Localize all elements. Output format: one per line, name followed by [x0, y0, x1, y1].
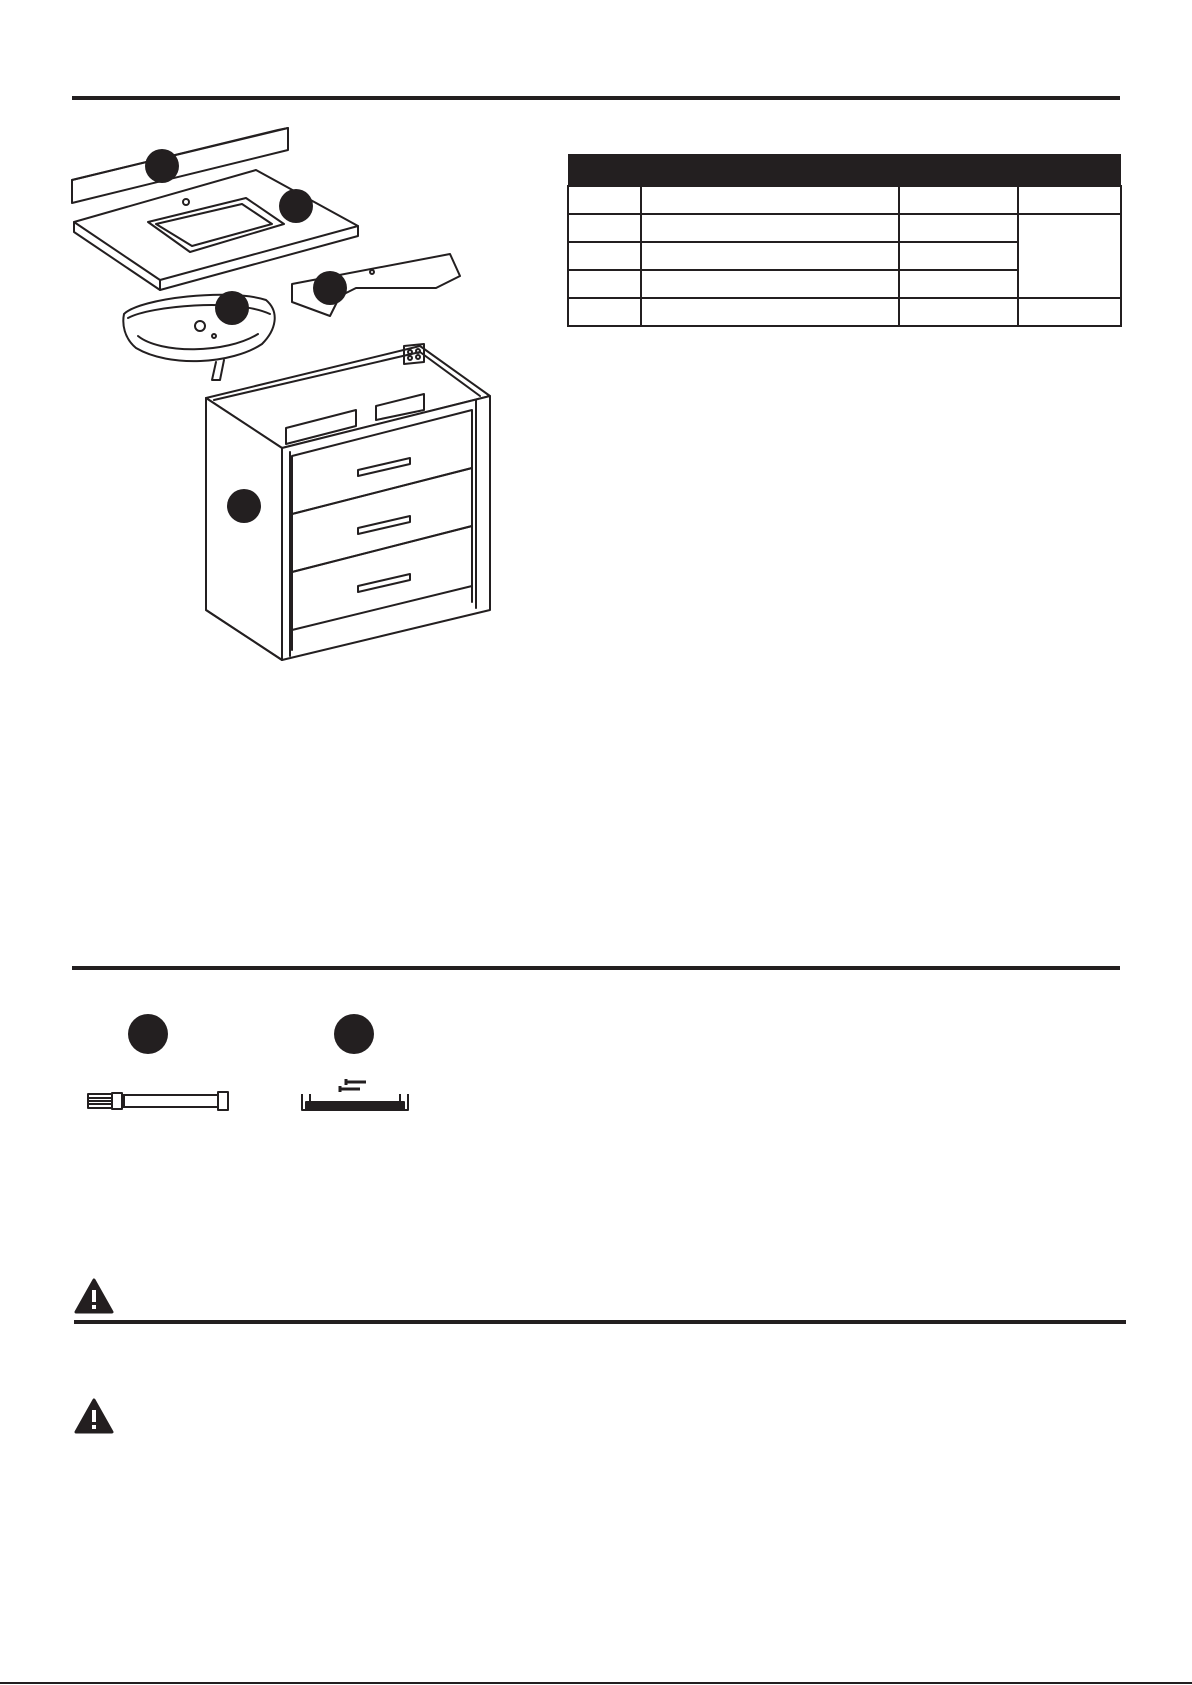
page-bottom-rule	[0, 1682, 1192, 1684]
hardware-callout-a	[128, 1014, 168, 1054]
hardware-callout-b	[334, 1014, 374, 1054]
warning-triangle-icon	[74, 1398, 114, 1434]
drawer-handle-with-screws-icon	[302, 1079, 408, 1110]
warning-triangle-icon	[74, 1278, 114, 1314]
screw-icon	[346, 1079, 366, 1085]
touch-up-marker-icon	[88, 1092, 228, 1110]
warning-section-rule	[74, 1320, 1126, 1324]
screw-icon	[340, 1086, 360, 1092]
